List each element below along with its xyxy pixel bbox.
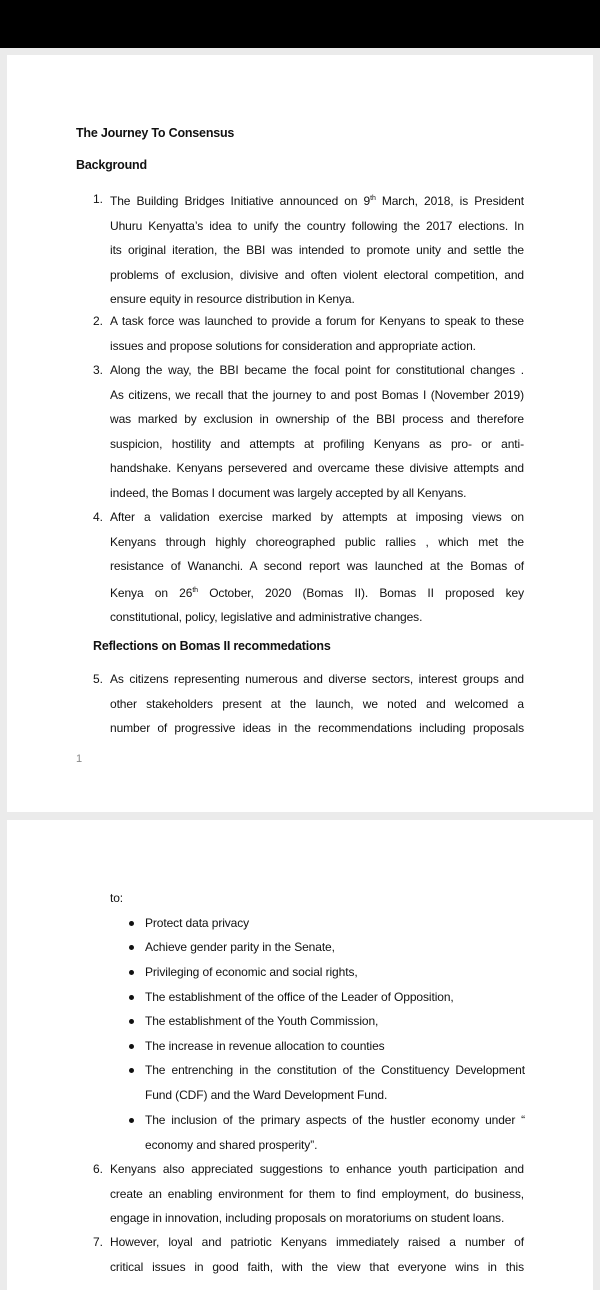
text-line: The inclusion of the primary aspects of the hustler economy under “ xyxy=(145,1113,525,1127)
text-line: critical issues in good faith, with the view that everyone wins in this xyxy=(110,1259,524,1274)
list-number: 3. xyxy=(93,363,104,377)
list-item xyxy=(110,667,524,741)
list-number: 6. xyxy=(93,1162,104,1176)
list-number: 2. xyxy=(93,314,104,328)
text-line: its original iteration, the BBI was intended to promote unity and settle the xyxy=(110,243,524,257)
text-line: engage in innovation, including proposals on moratoriums on student loans. xyxy=(110,1211,505,1225)
text-line: Uhuru Kenyatta’s idea to unify the country following the 2017 elections. In xyxy=(110,218,524,233)
text-line: After a validation exercise marked by attempts at imposing views on xyxy=(110,510,524,524)
bullet-item xyxy=(145,1058,525,1107)
text-line: Kenyans also appreciated suggestions to enhance youth participation and xyxy=(110,1162,524,1176)
list-item xyxy=(110,187,524,312)
list-number: 1. xyxy=(93,192,104,206)
page-number: 1 xyxy=(76,753,83,765)
text-line: suspicion, hostility and attempts at profiling Kenyans as pro- or anti- xyxy=(110,436,524,451)
list-item xyxy=(110,358,524,505)
bullet-marker xyxy=(129,970,134,975)
bullet-item: The establishment of the Youth Commission, xyxy=(145,1014,379,1028)
reflections-heading: Reflections on Bomas II recommedations xyxy=(93,639,331,653)
text-line: resistance of Wananchi. A second report was launched at the Bomas of xyxy=(110,559,524,573)
text-line: However, loyal and patriotic Kenyans immediately raised a number of xyxy=(110,1235,524,1249)
text-line: A task force was launched to provide a forum for Kenyans to speak to these xyxy=(110,314,524,328)
background-heading: Background xyxy=(76,158,147,172)
text-line: Fund (CDF) and the Ward Development Fund. xyxy=(145,1087,388,1102)
bullet-marker xyxy=(129,995,134,1000)
text-line: indeed, the Bomas I document was largely accepted by all Kenyans. xyxy=(110,485,467,500)
bullet-item: Privileging of economic and social rights, xyxy=(145,965,358,979)
text-line: Kenya on 26th October, 2020 (Bomas II). Bomas II proposed key xyxy=(110,585,524,600)
document-page-1 xyxy=(7,55,593,812)
bullet-marker xyxy=(129,945,134,950)
list-item xyxy=(110,1157,524,1231)
text-line: The Building Bridges Initiative announced on 9th March, 2018, is President xyxy=(110,194,524,208)
bullet-marker xyxy=(129,1019,134,1024)
list-number: 7. xyxy=(93,1235,104,1249)
text-line: economy and shared prosperity”. xyxy=(145,1137,318,1152)
text-line: constitutional, policy, legislative and administrative changes. xyxy=(110,610,423,624)
bullet-item: Achieve gender parity in the Senate, xyxy=(145,940,335,954)
text-line: As citizens, we recall that the journey to and post Bomas I (November 2019) xyxy=(110,387,524,402)
text-line: other stakeholders present at the launch, we noted and welcomed a xyxy=(110,696,524,711)
text-line: The entrenching in the constitution of the Constituency Development xyxy=(145,1063,525,1077)
bullet-item xyxy=(145,1108,525,1157)
text-line: was marked by exclusion in ownership of the BBI process and therefore xyxy=(110,412,524,426)
bullet-marker xyxy=(129,1118,134,1123)
viewer-top-bar xyxy=(0,0,600,48)
text-line: create an enabling environment for them to find employment, do business, xyxy=(110,1186,524,1201)
bullet-item: The increase in revenue allocation to counties xyxy=(145,1039,385,1053)
text-line: As citizens representing numerous and diverse sectors, interest groups and xyxy=(110,672,524,686)
text-line: issues and propose solutions for consideration and appropriate action. xyxy=(110,338,476,353)
list-item xyxy=(110,1230,524,1279)
text-line: Along the way, the BBI became the focal point for constitutional changes . xyxy=(110,363,524,377)
list-item xyxy=(110,505,524,630)
list-number: 4. xyxy=(93,510,104,524)
text-line: number of progressive ideas in the recommendations including proposals xyxy=(110,721,524,735)
text-line: handshake. Kenyans persevered and overcame these divisive attempts and xyxy=(110,461,524,475)
text-line: Kenyans through highly choreographed public rallies , which met the xyxy=(110,534,524,549)
text-line: problems of exclusion, divisive and often violent electoral competition, and xyxy=(110,267,524,282)
bullet-item: The establishment of the office of the Leader of Opposition, xyxy=(145,990,454,1004)
continuation-text: to: xyxy=(110,891,124,905)
list-number: 5. xyxy=(93,672,104,686)
bullet-marker xyxy=(129,1068,134,1073)
bullet-item: Protect data privacy xyxy=(145,916,250,930)
bullet-marker xyxy=(129,921,134,926)
list-item xyxy=(110,309,524,358)
bullet-marker xyxy=(129,1044,134,1049)
document-title: The Journey To Consensus xyxy=(76,126,235,140)
text-line: ensure equity in resource distribution in Kenya. xyxy=(110,292,355,306)
document-page-2 xyxy=(7,820,593,1290)
